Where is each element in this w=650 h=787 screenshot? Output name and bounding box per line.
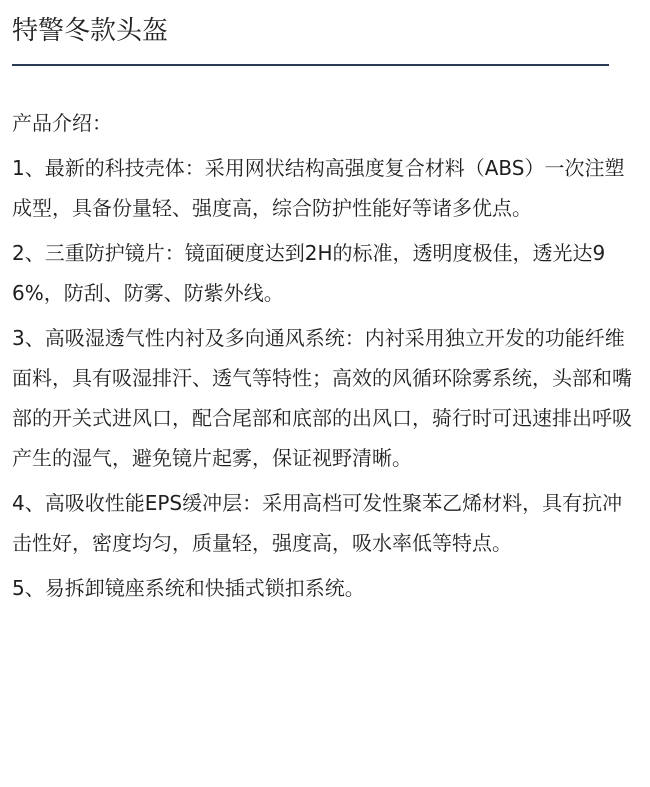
product-intro xyxy=(12,103,638,613)
feature-item-2: 2、三重防护镜片：镜面硬度达到2H的标准，透明度极佳，透光达96%，防刮、防雾、防紫外线。 xyxy=(12,241,606,305)
feature-item-5: 5、易拆卸镜座系统和快插式锁扣系统。 xyxy=(12,576,365,600)
page-title: 特警冬款头盔 xyxy=(12,16,169,46)
feature-item-3: 3、高吸湿透气性内衬及多向通风系统：内衬采用独立开发的功能纤维面料，具有吸湿排汗、透气等特性；高效的风循环除雾系统，头部和嘴部的开关式进风口，配合尾部和底部的出风口，骑行时可迅速排出呼吸产生的湿气，避免镜片起雾，保证视野清晰。 xyxy=(12,326,632,470)
feature-item-1: 1、最新的科技壳体：采用网状结构高强度复合材料（ABS）一次注塑成型，具备份量轻、强度高，综合防护性能好等诸多优点。 xyxy=(12,156,625,220)
feature-item-4: 4、高吸收性能EPS缓冲层：采用高档可发性聚苯乙烯材料，具有抗冲击性好，密度均匀，质量轻，强度高，吸水率低等特点。 xyxy=(12,491,623,555)
title-divider xyxy=(12,64,609,66)
intro-heading: 产品介绍： xyxy=(12,111,112,135)
